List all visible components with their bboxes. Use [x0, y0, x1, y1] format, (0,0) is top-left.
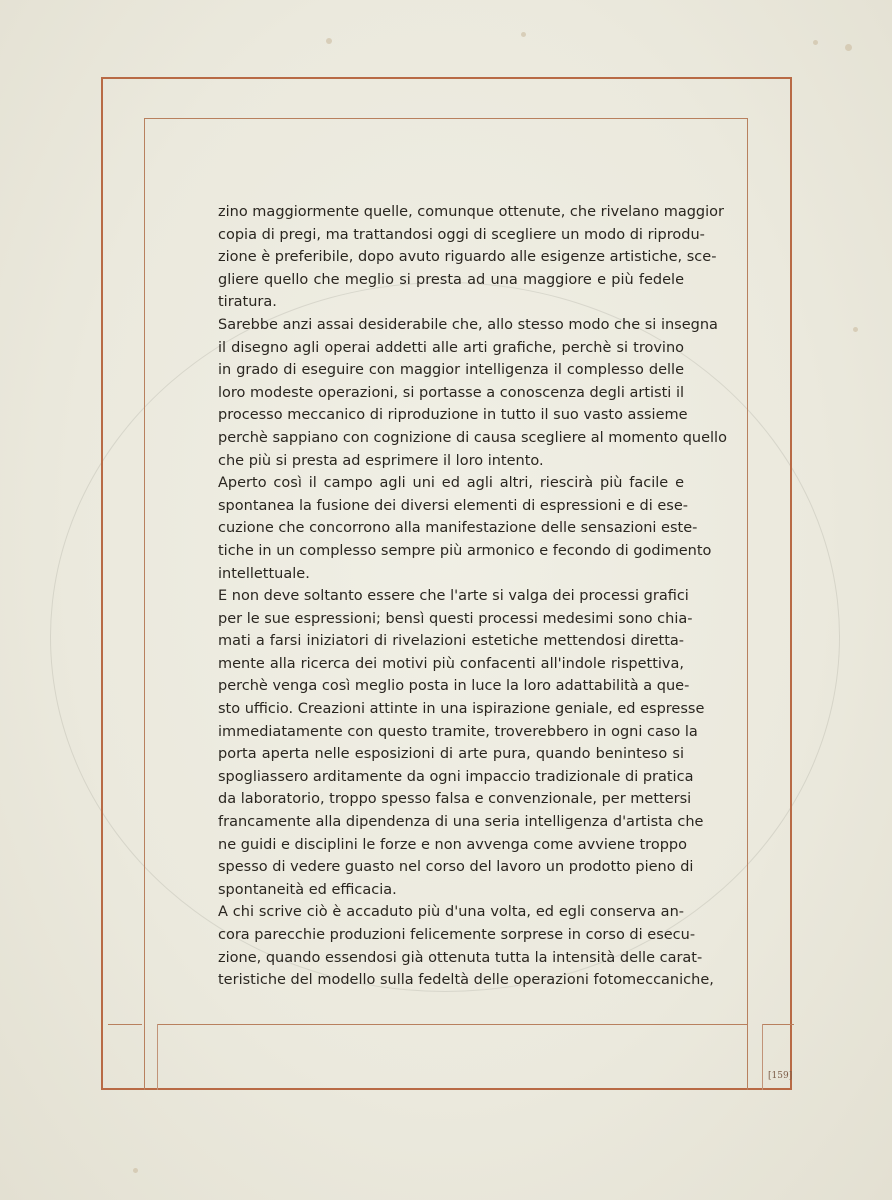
- page-number: [159]: [768, 1071, 793, 1081]
- text-line: in grado di eseguire con maggior intelligenza il complesso delle: [218, 362, 684, 379]
- bottom-rule: [157, 1024, 747, 1025]
- text-line: zione è preferibile, dopo avuto riguardo alle esigenze artistiche, sce-: [218, 249, 717, 266]
- body-text: [218, 201, 727, 992]
- text-line: spogliassero arditamente da ogni impaccio tradizionale di pratica: [218, 768, 694, 785]
- foxing-spot: [521, 32, 526, 37]
- text-line: E non deve soltanto essere che l'arte si valga dei processi grafici: [218, 588, 689, 605]
- text-line: intellettuale.: [218, 565, 310, 582]
- foxing-spot: [326, 38, 332, 44]
- text-line: sto ufficio. Creazioni attinte in una ispirazione geniale, ed espresse: [218, 701, 705, 718]
- text-line: loro modeste operazioni, si portasse a conoscenza degli artisti il: [218, 384, 684, 401]
- bottom-rule-right: [762, 1024, 794, 1025]
- paragraph: [218, 472, 712, 585]
- text-line: mente alla ricerca dei motivi più confacenti all'indole rispettiva,: [218, 655, 684, 672]
- foxing-spot: [133, 1168, 138, 1173]
- paragraph: [218, 201, 724, 314]
- foxing-spot: [813, 40, 818, 45]
- text-line: cora parecchie produzioni felicemente sorprese in corso di esecu-: [218, 927, 696, 943]
- text-line: Sarebbe anzi assai desiderabile che, allo stesso modo che si insegna: [218, 316, 718, 333]
- text-line: Aperto così il campo agli uni ed agli altri, riescirà più facile e: [218, 475, 684, 492]
- text-line: perchè venga così meglio posta in luce la loro adattabilità a que-: [218, 678, 690, 695]
- text-line: per le sue espressioni; bensì questi processi medesimi sono chia-: [218, 610, 693, 627]
- text-line: copia di pregi, ma trattandosi oggi di scegliere un modo di riprodu-: [218, 226, 705, 243]
- text-line: ne guidi e disciplini le forze e non avvenga come avviene troppo: [218, 836, 687, 853]
- text-line: il disegno agli operai addetti alle arti grafiche, perchè si trovino: [218, 339, 684, 356]
- paragraph: [218, 901, 714, 991]
- text-line: processo meccanico di riproduzione in tutto il suo vasto assieme: [218, 407, 688, 424]
- bottom-rule-left: [108, 1024, 142, 1025]
- text-line: porta aperta nelle esposizioni di arte pura, quando beninteso si: [218, 746, 684, 763]
- text-line: che più si presta ad esprimere il loro intento.: [218, 452, 544, 469]
- foxing-spot: [853, 327, 858, 332]
- text-line: tiratura.: [218, 294, 277, 311]
- paragraph: [218, 314, 727, 472]
- foxing-spot: [845, 44, 852, 51]
- text-line: A chi scrive ciò è accaduto più d'una volta, ed egli conserva an-: [218, 904, 684, 921]
- text-line: zino maggiormente quelle, comunque ottenute, che rivelano maggior: [218, 204, 724, 220]
- text-line: zione, quando essendosi già ottenuta tutta la intensità delle carat-: [218, 949, 703, 966]
- footer-divider-right: [762, 1024, 763, 1090]
- text-line: tiche in un complesso sempre più armonico e fecondo di godimento: [218, 542, 712, 559]
- text-line: da laboratorio, troppo spesso falsa e convenzionale, per mettersi: [218, 791, 692, 808]
- text-line: gliere quello che meglio si presta ad una maggiore e più fedele: [218, 271, 684, 288]
- text-line: cuzione che concorrono alla manifestazione delle sensazioni este-: [218, 520, 698, 537]
- text-line: teristiche del modello sulla fedeltà delle operazioni fotomeccaniche,: [218, 972, 714, 989]
- text-line: perchè sappiano con cognizione di causa scegliere al momento quello: [218, 429, 727, 446]
- footer-divider-left: [157, 1024, 158, 1090]
- text-line: immediatamente con questo tramite, troverebbero in ogni caso la: [218, 723, 698, 740]
- text-line: francamente alla dipendenza di una seria intelligenza d'artista che: [218, 814, 704, 831]
- text-line: spontaneità ed efficacia.: [218, 881, 397, 898]
- text-line: spontanea la fusione dei diversi elementi di espressioni e di ese-: [218, 497, 688, 514]
- text-line: spesso di vedere guasto nel corso del lavoro un prodotto pieno di: [218, 859, 694, 876]
- paragraph: [218, 585, 705, 901]
- text-line: mati a farsi iniziatori di rivelazioni estetiche mettendosi diretta-: [218, 633, 684, 650]
